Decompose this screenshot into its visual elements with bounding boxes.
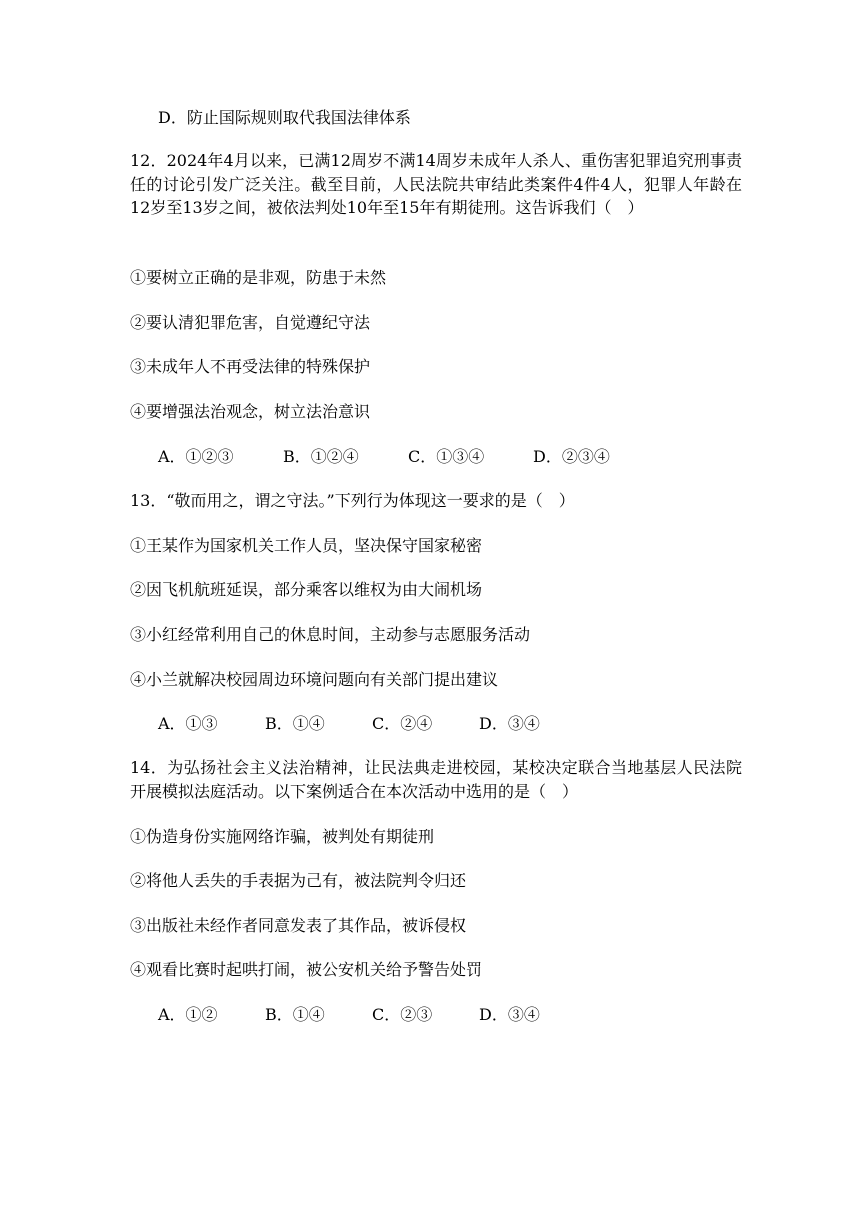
q14-option-d[interactable]: D．③④ <box>479 1005 540 1024</box>
q13-options <box>158 714 540 734</box>
q12-option-c[interactable]: C．①③④ <box>408 447 485 466</box>
q12-item-1: ①要树立正确的是非观，防患于未然 <box>130 268 387 287</box>
q13-option-c[interactable]: C．②④ <box>372 714 433 733</box>
q14-options <box>158 1005 540 1025</box>
q12-item-4: ④要增强法治观念，树立法治意识 <box>130 402 371 421</box>
q13-option-d[interactable]: D．③④ <box>479 714 540 733</box>
q12-item-2: ②要认清犯罪危害，自觉遵纪守法 <box>130 313 371 332</box>
q12-item-3: ③未成年人不再受法律的特殊保护 <box>130 357 371 376</box>
q12-option-b[interactable]: B．①②④ <box>283 447 359 466</box>
q12-stem: 12．2024年4月以来，已满12周岁不满14周岁未成年人杀人、重伤害犯罪追究刑事责任的讨论引发广泛关注。截至目前，人民法院共审结此类案件4件4人，犯罪人年龄在12岁至13岁之间，被依法判处10年至15年有期徒刑。这告诉我们（ ） <box>130 151 742 217</box>
q14-item-2: ②将他人丢失的手表据为己有，被法院判令归还 <box>130 871 467 890</box>
q14-item-3: ③出版社未经作者同意发表了其作品，被诉侵权 <box>130 916 467 935</box>
q14-item-4: ④观看比赛时起哄打闹，被公安机关给予警告处罚 <box>130 960 483 979</box>
q13-item-2: ②因飞机航班延误，部分乘客以维权为由大闹机场 <box>130 580 483 599</box>
q14-item-1: ①伪造身份实施网络诈骗，被判处有期徒刑 <box>130 827 435 846</box>
q14-option-a[interactable]: A．①② <box>158 1005 218 1024</box>
q14-option-b[interactable]: B．①④ <box>265 1005 325 1024</box>
q11-option-d: D．防止国际规则取代我国法律体系 <box>158 108 411 127</box>
q12-options <box>158 447 610 467</box>
q13-item-4: ④小兰就解决校园周边环境问题向有关部门提出建议 <box>130 670 499 689</box>
q12-option-d[interactable]: D．②③④ <box>533 447 610 466</box>
q13-item-3: ③小红经常利用自己的休息时间，主动参与志愿服务活动 <box>130 625 531 644</box>
q12-option-a[interactable]: A．①②③ <box>158 447 234 466</box>
q13-stem: 13．“敬而用之，谓之守法。”下列行为体现这一要求的是（ ） <box>130 491 575 510</box>
q14-option-c[interactable]: C．②③ <box>372 1005 433 1024</box>
q13-option-b[interactable]: B．①④ <box>265 714 325 733</box>
q13-item-1: ①王某作为国家机关工作人员，坚决保守国家秘密 <box>130 536 483 555</box>
q13-option-a[interactable]: A．①③ <box>158 714 218 733</box>
q14-stem: 14．为弘扬社会主义法治精神，让民法典走进校园，某校决定联合当地基层人民法院开展模拟法庭活动。以下案例适合在本次活动中选用的是（ ） <box>130 758 742 801</box>
